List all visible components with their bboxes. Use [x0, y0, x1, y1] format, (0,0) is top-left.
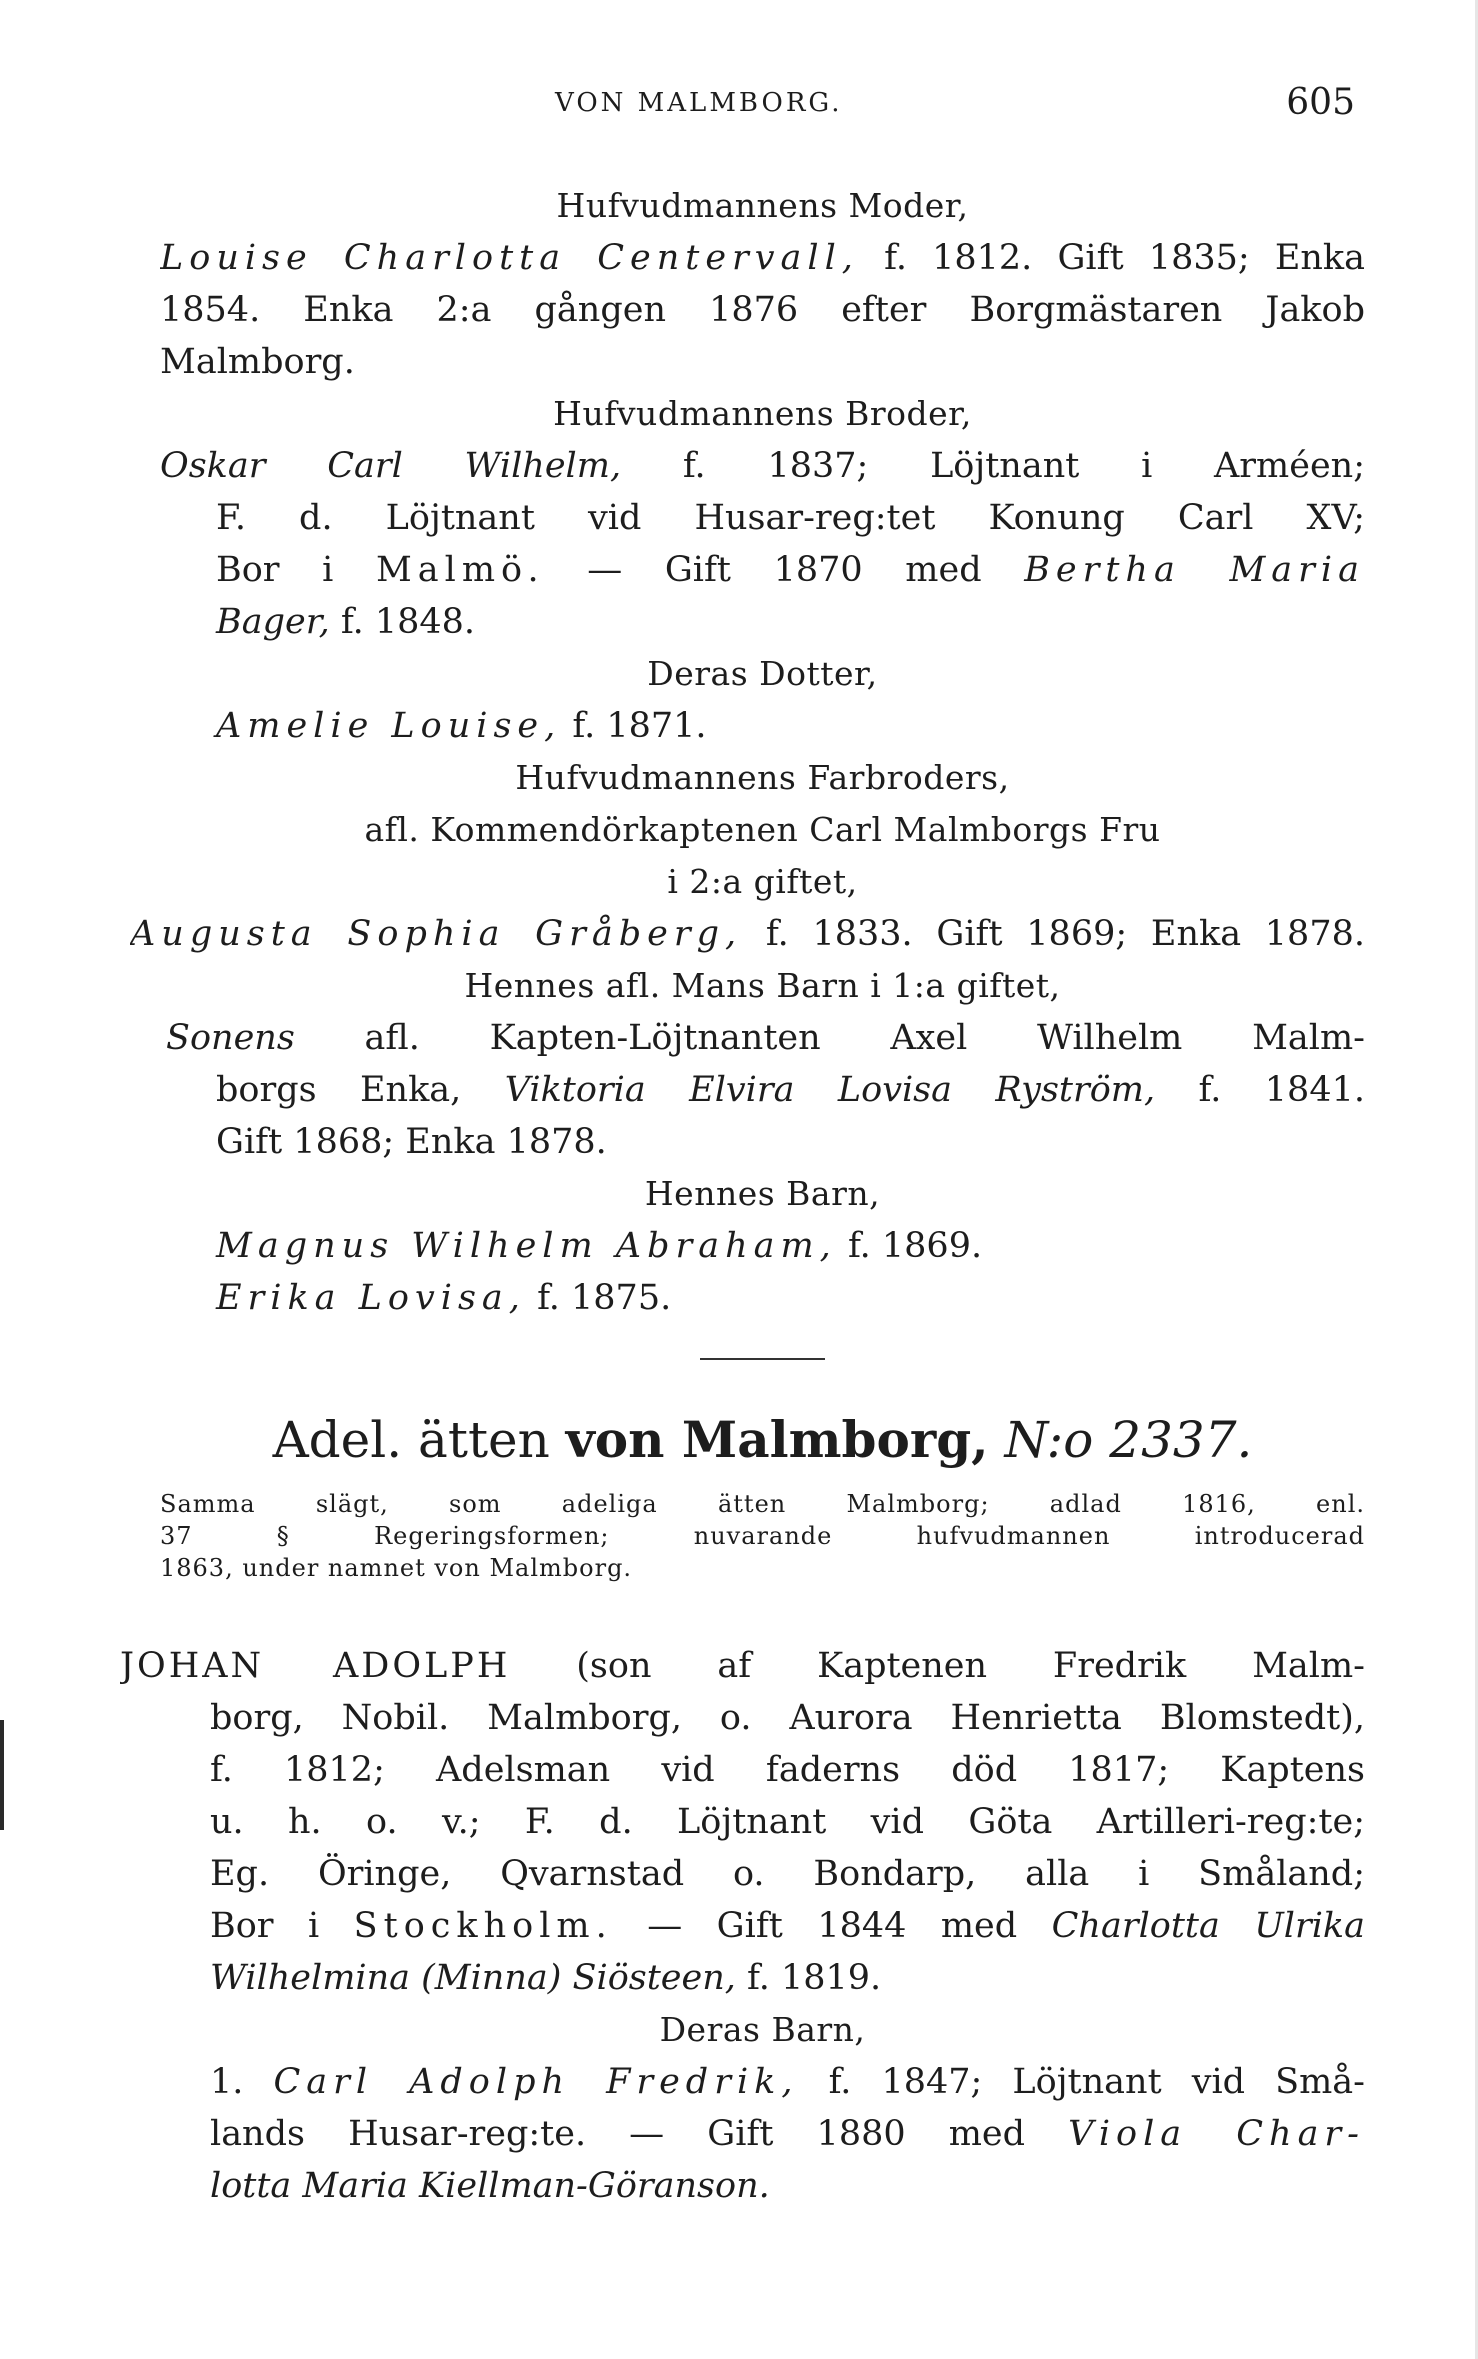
hennes-barn-heading-2: Hennes Barn, [644, 1174, 881, 1213]
running-title: VON MALMBORG. [555, 88, 843, 118]
child-number: 1. [210, 2062, 244, 2102]
scan-edge-mark [0, 1720, 4, 1830]
person-name: Amelie Louise, [216, 706, 562, 746]
section-note-line-2: 37 § Regeringsformen; nuvarande hufvudmannen introducerad [160, 1522, 1365, 1550]
deras-barn-heading: Deras Barn, [659, 2010, 866, 2049]
book-page [120, 0, 1365, 2359]
person-name: Erika Lovisa, [216, 1278, 526, 1318]
moder-line-3: Malmborg. [160, 342, 355, 382]
running-head [160, 82, 1365, 132]
section-divider [700, 1358, 825, 1360]
broder-line-1: Oskar Carl Wilhelm, f. 1837; Löjtnant i Arméen; [160, 446, 1365, 486]
section-note-line-3: 1863, under namnet von Malmborg. [160, 1554, 633, 1582]
broder-line-2: F. d. Löjtnant vid Husar-reg:tet Konung Carl XV; [216, 498, 1365, 538]
person-name: lotta Maria Kiellman-Göranson. [210, 2166, 770, 2206]
farbroder-heading-3: i 2:a giftet, [667, 862, 858, 901]
broder-heading: Hufvudmannens Broder, [553, 394, 972, 433]
page-number: 605 [1286, 82, 1355, 123]
sonens-line-3: Gift 1868; Enka 1878. [216, 1122, 607, 1162]
person-name: Bertha Maria [1024, 550, 1365, 590]
place-name: Stockholm. [353, 1906, 613, 1946]
moder-line-1: Louise Charlotta Centervall, f. 1812. Gift 1835; Enka [160, 238, 1365, 278]
person-name: Louise Charlotta Centervall, [160, 238, 859, 278]
section-title: Adel. ätten von Malmborg, N:o 2337. [272, 1410, 1253, 1469]
dotter-line: Amelie Louise, f. 1871. [216, 706, 707, 746]
johan-line-4: u. h. o. v.; F. d. Löjtnant vid Göta Artilleri-reg:te; [210, 1802, 1365, 1842]
person-name: Viktoria Elvira Lovisa Ryström, [504, 1070, 1156, 1110]
section-note [160, 1488, 1365, 1584]
johan-line-2: borg, Nobil. Malmborg, o. Aurora Henrietta Blomstedt), [210, 1698, 1365, 1738]
family-entries [130, 180, 1365, 1324]
johan-line-6: Bor i Stockholm. — Gift 1844 med Charlotta Ulrika [210, 1906, 1365, 1946]
child-1-line-2: lands Husar-reg:te. — Gift 1880 med Viola Char- [210, 2114, 1365, 2154]
sonens-line-1: Sonens afl. Kapten-Löjtnanten Axel Wilhelm Malm- [166, 1018, 1365, 1058]
person-name: JOHAN ADOLPH [120, 1646, 511, 1686]
child-1-line-3 [160, 2160, 1365, 2212]
johan-line-7: Wilhelmina (Minna) Siösteen, f. 1819. [210, 1958, 882, 1998]
person-name: Magnus Wilhelm Abraham, [216, 1226, 837, 1266]
hennes-barn-heading-1: Hennes afl. Mans Barn i 1:a giftet, [464, 966, 1061, 1005]
barn-line-2: Erika Lovisa, f. 1875. [216, 1278, 672, 1318]
broder-line-4: Bager, f. 1848. [216, 602, 476, 642]
johan-line-3: f. 1812; Adelsman vid faderns död 1817; Kaptens [210, 1750, 1365, 1790]
sonens-label: Sonens [166, 1018, 295, 1058]
moder-line-2: 1854. Enka 2:a gången 1876 efter Borgmästaren Jakob [160, 290, 1365, 330]
broder-line-3: Bor i Malmö. — Gift 1870 med Bertha Maria [216, 550, 1365, 590]
moder-heading: Hufvudmannens Moder, [556, 186, 969, 225]
augusta-line: Augusta Sophia Gråberg, f. 1833. Gift 1869; Enka 1878. [130, 914, 1365, 954]
johan-line-1: JOHAN ADOLPH (son af Kaptenen Fredrik Malm- [120, 1646, 1365, 1686]
johan-line-5: Eg. Öringe, Qvarnstad o. Bondarp, alla i Småland; [210, 1854, 1365, 1894]
section-note-line-1: Samma slägt, som adeliga ätten Malmborg; adlad 1816, enl. [160, 1490, 1365, 1518]
person-name: Carl Adolph Fredrik, [273, 2062, 799, 2102]
johan-entry [120, 1640, 1365, 2212]
place-name: Malmö. [375, 550, 545, 590]
person-name: Augusta Sophia Gråberg, [130, 914, 743, 954]
child-1-line-1: 1. Carl Adolph Fredrik, f. 1847; Löjtnant vid Små- [210, 2062, 1365, 2102]
person-name: Wilhelmina (Minna) Siösteen, [210, 1958, 736, 1998]
farbroder-heading-2: afl. Kommendörkaptenen Carl Malmborgs Fru [364, 810, 1161, 849]
barn-line-1: Magnus Wilhelm Abraham, f. 1869. [216, 1226, 983, 1266]
sonens-line-2: borgs Enka, Viktoria Elvira Lovisa Ryström, f. 1841. [216, 1070, 1365, 1110]
dotter-heading: Deras Dotter, [647, 654, 878, 693]
person-name: Bager, [216, 602, 330, 642]
person-name: Charlotta Ulrika [1051, 1906, 1365, 1946]
person-name: Viola Char- [1068, 2114, 1365, 2154]
person-name: Oskar Carl Wilhelm, [160, 446, 622, 486]
farbroder-heading-1: Hufvudmannens Farbroders, [515, 758, 1010, 797]
